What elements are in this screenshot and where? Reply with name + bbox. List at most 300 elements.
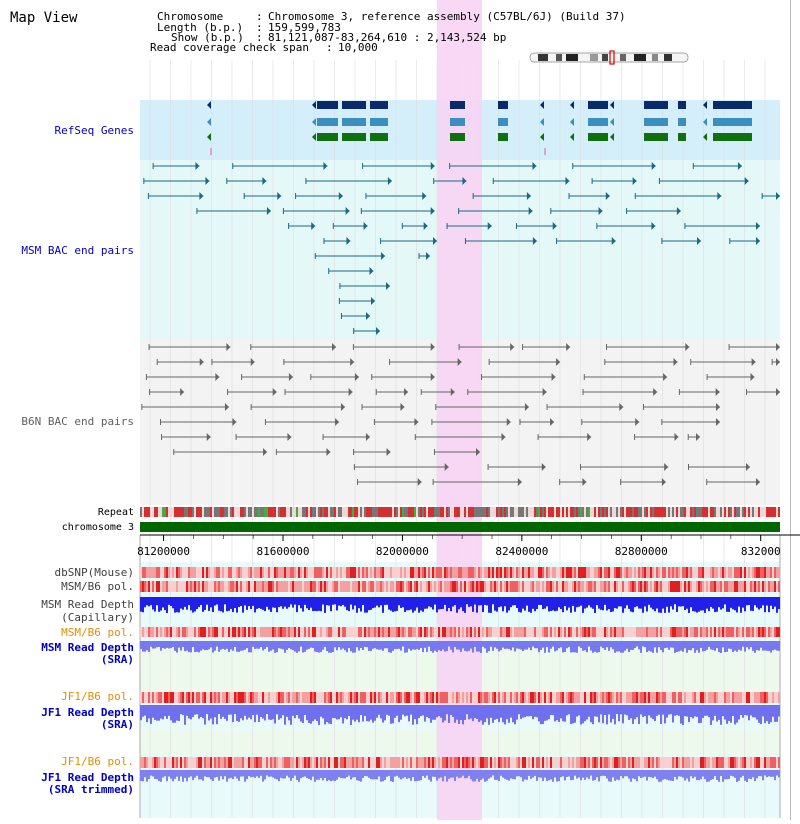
- jf1-b6-pol-cell: [508, 692, 510, 703]
- jf1-b6-pol-cell: [396, 692, 398, 703]
- dbsnp-density-cell: [454, 567, 456, 578]
- msm-b6-pol-cell: [684, 581, 686, 592]
- jf1-b6-pol-cell: [766, 692, 768, 703]
- jf1-b6-pol-trim-cell: [760, 757, 762, 768]
- dbsnp-density-cell: [176, 567, 178, 578]
- jf1-depth-trim-bar: [276, 770, 278, 779]
- msm-depth-sra-bar: [392, 641, 394, 651]
- msm-depth-capillary-bar: [296, 597, 298, 612]
- dbsnp-density-cell: [260, 567, 262, 578]
- msm-b6-pol-sra-cell: [342, 627, 344, 637]
- jf1-depth-sra-bar: [688, 705, 690, 722]
- jf1-b6-pol-trim-cell: [370, 757, 372, 768]
- track-label-jf1-read-depth-sub: (SRA): [100, 718, 134, 731]
- msm-depth-capillary-bar: [550, 597, 552, 611]
- jf1-b6-pol-trim-cell: [738, 757, 740, 768]
- dbsnp-density-cell: [340, 567, 342, 578]
- jf1-depth-trim-bar: [756, 770, 758, 778]
- msm-depth-sra-bar: [168, 641, 170, 649]
- repeat-element: [196, 507, 198, 517]
- repeat-element: [348, 507, 350, 517]
- msm-b6-pol-sra-cell: [308, 627, 310, 637]
- jf1-b6-pol-trim-cell: [226, 757, 228, 768]
- jf1-depth-sra-bar: [166, 705, 168, 719]
- jf1-depth-trim-bar: [562, 770, 564, 776]
- msm-b6-pol-sra-cell: [734, 627, 736, 637]
- dbsnp-density-cell: [384, 567, 386, 578]
- msm-depth-sra-bar: [762, 641, 764, 651]
- dbsnp-density-cell: [558, 567, 560, 578]
- dbsnp-density-cell: [672, 567, 674, 578]
- msm-b6-pol-sra-cell: [584, 627, 586, 637]
- dbsnp-density-cell: [246, 567, 248, 578]
- jf1-b6-pol-trim-cell: [640, 757, 642, 768]
- repeat-element: [338, 507, 340, 517]
- jf1-b6-pol-trim-cell: [180, 757, 182, 768]
- jf1-b6-pol-cell: [328, 692, 330, 703]
- msm-depth-sra-bar: [316, 641, 318, 652]
- jf1-b6-pol-cell: [596, 692, 598, 703]
- refseq-gene-exon: [342, 101, 366, 109]
- jf1-depth-sra-bar: [252, 705, 254, 715]
- dbsnp-density-cell: [248, 567, 250, 578]
- jf1-b6-pol-trim-cell: [768, 757, 770, 768]
- msm-b6-pol-cell: [156, 581, 158, 592]
- msm-depth-capillary-bar: [526, 597, 528, 606]
- jf1-depth-sra-bar: [674, 705, 676, 716]
- repeat-element: [258, 507, 260, 517]
- msm-depth-capillary-bar: [356, 597, 358, 613]
- dbsnp-density-cell: [490, 567, 492, 578]
- dbsnp-density-cell: [330, 567, 332, 578]
- msm-b6-pol-cell: [436, 581, 438, 592]
- jf1-b6-pol-trim-cell: [320, 757, 322, 768]
- dbsnp-density-cell: [544, 567, 546, 578]
- msm-depth-capillary-bar: [260, 597, 262, 609]
- dbsnp-density-cell: [230, 567, 232, 578]
- info-colon: :: [256, 10, 263, 23]
- repeat-element: [716, 507, 718, 517]
- jf1-b6-pol-cell: [332, 692, 334, 703]
- jf1-depth-sra-bar: [694, 705, 696, 716]
- msm-b6-pol-sra-cell: [228, 627, 230, 637]
- jf1-b6-pol-cell: [224, 692, 226, 703]
- msm-b6-pol-sra-cell: [314, 627, 316, 637]
- msm-depth-capillary-bar: [346, 597, 348, 610]
- jf1-b6-pol-cell: [380, 692, 382, 703]
- repeat-element: [364, 507, 366, 517]
- msm-depth-capillary-bar: [324, 597, 326, 613]
- repeat-element: [402, 507, 404, 517]
- msm-depth-sra-bar: [752, 641, 754, 651]
- msm-depth-capillary-bar: [432, 597, 434, 610]
- msm-depth-capillary-bar: [214, 597, 216, 606]
- jf1-b6-pol-cell: [594, 692, 596, 703]
- repeat-element: [346, 507, 348, 517]
- jf1-b6-pol-cell: [460, 692, 462, 703]
- dbsnp-density-cell: [334, 567, 336, 578]
- msm-b6-pol-sra-cell: [414, 627, 416, 637]
- msm-b6-pol-cell: [272, 581, 274, 592]
- msm-b6-pol-sra-cell: [212, 627, 214, 637]
- msm-b6-pol-cell: [232, 581, 234, 592]
- msm-depth-sra-bar: [152, 641, 154, 649]
- msm-b6-pol-cell: [554, 581, 556, 592]
- msm-b6-pol-cell: [470, 581, 472, 592]
- msm-b6-pol-cell: [246, 581, 248, 592]
- repeat-element: [590, 507, 592, 517]
- jf1-depth-trim-bar: [762, 770, 764, 780]
- jf1-depth-trim-bar: [700, 770, 702, 779]
- msm-b6-pol-cell: [200, 581, 202, 592]
- jf1-depth-sra-bar: [148, 705, 150, 718]
- msm-b6-pol-sra-cell: [462, 627, 464, 637]
- jf1-depth-sra-bar: [382, 705, 384, 723]
- dbsnp-density-cell: [166, 567, 168, 578]
- msm-depth-sra-bar: [732, 641, 734, 652]
- msm-b6-pol-cell: [178, 581, 180, 592]
- msm-b6-pol-cell: [682, 581, 684, 592]
- jf1-depth-trim-bar: [650, 770, 652, 777]
- msm-depth-capillary-bar: [274, 597, 276, 608]
- jf1-b6-pol-cell: [306, 692, 308, 703]
- msm-depth-capillary-bar: [736, 597, 738, 612]
- jf1-depth-sra-bar: [458, 705, 460, 724]
- msm-depth-capillary-bar: [690, 597, 692, 607]
- msm-b6-pol-cell: [572, 581, 574, 592]
- msm-b6-pol-cell: [532, 581, 534, 592]
- repeat-element: [748, 507, 750, 517]
- msm-depth-sra-bar: [352, 641, 354, 653]
- jf1-b6-pol-cell: [678, 692, 680, 703]
- msm-b6-pol-cell: [756, 581, 758, 592]
- dbsnp-density-cell: [300, 567, 302, 578]
- msm-depth-sra-bar: [164, 641, 166, 649]
- track-label-jf1-read-depth-trim-sub: (SRA trimmed): [47, 783, 134, 796]
- msm-depth-sra-bar: [258, 641, 260, 649]
- msm-depth-sra-bar: [236, 641, 238, 652]
- msm-b6-pol-cell: [328, 581, 330, 592]
- repeat-element: [758, 507, 760, 517]
- msm-depth-sra-bar: [404, 641, 406, 653]
- jf1-b6-pol-cell: [210, 692, 212, 703]
- jf1-b6-pol-cell: [488, 692, 490, 703]
- dbsnp-density-cell: [428, 567, 430, 578]
- jf1-depth-trim-bar: [542, 770, 544, 781]
- jf1-depth-sra-bar: [512, 705, 514, 722]
- msm-b6-pol-sra-cell: [380, 627, 382, 637]
- repeat-element: [172, 507, 174, 517]
- msm-b6-pol-sra-cell: [190, 627, 192, 637]
- jf1-b6-pol-cell: [738, 692, 740, 703]
- jf1-b6-pol-cell: [288, 692, 290, 703]
- dbsnp-density-cell: [422, 567, 424, 578]
- jf1-depth-sra-bar: [698, 705, 700, 723]
- msm-b6-pol-cell: [734, 581, 736, 592]
- jf1-b6-pol-trim-cell: [274, 757, 276, 768]
- msm-b6-pol-sra-cell: [404, 627, 406, 637]
- jf1-depth-sra-bar: [464, 705, 466, 720]
- msm-b6-pol-cell: [350, 581, 352, 592]
- msm-depth-capillary-bar: [298, 597, 300, 605]
- msm-depth-capillary-bar: [302, 597, 304, 612]
- repeat-element: [224, 507, 226, 517]
- repeat-element: [168, 507, 170, 517]
- jf1-b6-pol-cell: [536, 692, 538, 703]
- dbsnp-density-cell: [174, 567, 176, 578]
- jf1-depth-sra-bar: [632, 705, 634, 724]
- msm-depth-sra-bar: [600, 641, 602, 647]
- jf1-b6-pol-trim-cell: [636, 757, 638, 768]
- msm-b6-pol-cell: [190, 581, 192, 592]
- jf1-depth-sra-bar: [278, 705, 280, 720]
- msm-b6-pol-sra-cell: [304, 627, 306, 637]
- dbsnp-density-cell: [616, 567, 618, 578]
- msm-b6-pol-sra-cell: [778, 627, 780, 637]
- jf1-depth-sra-bar: [380, 705, 382, 719]
- refseq-gene-exon: [370, 133, 388, 141]
- jf1-b6-pol-cell: [426, 692, 428, 703]
- msm-b6-pol-cell: [326, 581, 328, 592]
- msm-b6-pol-cell: [594, 581, 596, 592]
- msm-depth-sra-bar: [456, 641, 458, 649]
- dbsnp-density-cell: [168, 567, 170, 578]
- jf1-depth-trim-bar: [326, 770, 328, 781]
- jf1-depth-sra-bar: [390, 705, 392, 724]
- msm-b6-pol-cell: [338, 581, 340, 592]
- jf1-depth-sra-bar: [644, 705, 646, 716]
- repeat-element: [410, 507, 412, 517]
- msm-b6-pol-cell: [752, 581, 754, 592]
- jf1-depth-sra-bar: [476, 705, 478, 719]
- track-label-msm-read-depth-sub: (Capillary): [61, 611, 134, 624]
- msm-depth-sra-bar: [330, 641, 332, 653]
- msm-depth-capillary-bar: [450, 597, 452, 611]
- msm-depth-capillary-bar: [692, 597, 694, 611]
- dbsnp-density-cell: [662, 567, 664, 578]
- jf1-depth-sra-bar: [594, 705, 596, 716]
- msm-b6-pol-sra-cell: [202, 627, 204, 637]
- jf1-b6-pol-cell: [220, 692, 222, 703]
- msm-depth-capillary-bar: [354, 597, 356, 606]
- msm-b6-pol-cell: [206, 581, 208, 592]
- msm-depth-capillary-bar: [416, 597, 418, 607]
- jf1-b6-pol-trim-cell: [634, 757, 636, 768]
- jf1-b6-pol-trim-cell: [530, 757, 532, 768]
- repeat-element: [746, 507, 748, 517]
- msm-b6-pol-sra-cell: [644, 627, 646, 637]
- jf1-b6-pol-cell: [372, 692, 374, 703]
- msm-depth-sra-bar: [466, 641, 468, 651]
- msm-b6-pol-sra-cell: [382, 627, 384, 637]
- msm-depth-capillary-bar: [452, 597, 454, 607]
- jf1-depth-trim-bar: [356, 770, 358, 780]
- jf1-depth-trim-bar: [338, 770, 340, 777]
- msm-b6-pol-cell: [380, 581, 382, 592]
- msm-b6-pol-cell: [522, 581, 524, 592]
- jf1-depth-trim-bar: [378, 770, 380, 777]
- jf1-depth-trim-bar: [382, 770, 384, 781]
- msm-b6-pol-sra-cell: [358, 627, 360, 637]
- msm-depth-sra-bar: [182, 641, 184, 647]
- msm-b6-pol-sra-cell: [278, 627, 280, 637]
- msm-depth-capillary-bar: [266, 597, 268, 607]
- jf1-b6-pol-cell: [640, 692, 642, 703]
- msm-b6-pol-sra-cell: [490, 627, 492, 637]
- track-label-dbsnp: dbSNP(Mouse): [54, 566, 134, 579]
- msm-b6-pol-sra-cell: [248, 627, 250, 637]
- jf1-b6-pol-trim-cell: [360, 757, 362, 768]
- jf1-depth-trim-bar: [486, 770, 488, 781]
- jf1-depth-trim-bar: [564, 770, 566, 780]
- repeat-element: [494, 507, 496, 517]
- msm-depth-capillary-bar: [352, 597, 354, 609]
- msm-b6-pol-sra-cell: [684, 627, 686, 637]
- jf1-depth-trim-bar: [470, 770, 472, 779]
- msm-depth-capillary-bar: [246, 597, 248, 610]
- jf1-depth-trim-bar: [426, 770, 428, 776]
- msm-depth-sra-bar: [692, 641, 694, 648]
- jf1-b6-pol-cell: [472, 692, 474, 703]
- jf1-b6-pol-trim-cell: [262, 757, 264, 768]
- msm-b6-pol-cell: [524, 581, 526, 592]
- msm-depth-sra-bar: [618, 641, 620, 651]
- dbsnp-density-cell: [690, 567, 692, 578]
- msm-b6-pol-cell: [736, 581, 738, 592]
- jf1-b6-pol-cell: [584, 692, 586, 703]
- jf1-depth-sra-bar: [416, 705, 418, 724]
- jf1-depth-trim-bar: [402, 770, 404, 778]
- msm-depth-sra-bar: [244, 641, 246, 650]
- jf1-b6-pol-cell: [742, 692, 744, 703]
- jf1-depth-trim-bar: [740, 770, 742, 777]
- msm-depth-sra-bar: [514, 641, 516, 651]
- dbsnp-density-cell: [204, 567, 206, 578]
- dbsnp-density-cell: [706, 567, 708, 578]
- jf1-b6-pol-trim-cell: [266, 757, 268, 768]
- jf1-depth-sra-bar: [330, 705, 332, 724]
- jf1-b6-pol-cell: [630, 692, 632, 703]
- jf1-depth-sra-bar: [502, 705, 504, 722]
- repeat-element: [214, 507, 216, 517]
- msm-b6-pol-cell: [726, 581, 728, 592]
- msm-depth-sra-bar: [402, 641, 404, 647]
- jf1-depth-trim-bar: [428, 770, 430, 780]
- dbsnp-density-cell: [456, 567, 458, 578]
- jf1-depth-sra-bar: [772, 705, 774, 717]
- dbsnp-density-cell: [282, 567, 284, 578]
- jf1-b6-pol-cell: [598, 692, 600, 703]
- repeat-element: [306, 507, 308, 517]
- msm-depth-capillary-bar: [390, 597, 392, 611]
- jf1-depth-trim-bar: [444, 770, 446, 776]
- msm-b6-pol-sra-cell: [178, 627, 180, 637]
- dbsnp-density-cell: [366, 567, 368, 578]
- msm-depth-sra-bar: [750, 641, 752, 647]
- msm-b6-pol-cell: [694, 581, 696, 592]
- jf1-b6-pol-cell: [176, 692, 178, 703]
- jf1-depth-trim-bar: [182, 770, 184, 782]
- msm-b6-pol-sra-cell: [688, 627, 690, 637]
- jf1-depth-trim-bar: [308, 770, 310, 779]
- jf1-depth-trim-bar: [620, 770, 622, 776]
- repeat-element: [686, 507, 688, 517]
- repeat-element: [654, 507, 656, 517]
- jf1-depth-trim-bar: [170, 770, 172, 779]
- msm-depth-sra-bar: [620, 641, 622, 653]
- msm-b6-pol-sra-cell: [288, 627, 290, 637]
- msm-b6-pol-cell: [304, 581, 306, 592]
- dbsnp-density-cell: [306, 567, 308, 578]
- jf1-depth-sra-bar: [466, 705, 468, 714]
- msm-depth-capillary-bar: [366, 597, 368, 613]
- msm-depth-sra-bar: [746, 641, 748, 647]
- repeat-element: [294, 507, 296, 517]
- jf1-depth-sra-bar: [600, 705, 602, 714]
- repeat-element: [310, 507, 312, 517]
- jf1-b6-pol-trim-cell: [508, 757, 510, 768]
- jf1-b6-pol-cell: [606, 692, 608, 703]
- jf1-depth-trim-bar: [722, 770, 724, 782]
- msm-depth-capillary-bar: [506, 597, 508, 613]
- jf1-depth-sra-bar: [778, 705, 780, 716]
- jf1-depth-trim-bar: [342, 770, 344, 778]
- repeat-element: [520, 507, 522, 517]
- dbsnp-density-cell: [250, 567, 252, 578]
- msm-b6-pol-cell: [406, 581, 408, 592]
- msm-b6-pol-sra-cell: [640, 627, 642, 637]
- msm-b6-pol-cell: [372, 581, 374, 592]
- refseq-gene-exon: [713, 118, 752, 126]
- chromosome-ideogram[interactable]: [530, 51, 688, 64]
- jf1-depth-trim-bar: [770, 770, 772, 777]
- msm-depth-capillary-bar: [172, 597, 174, 608]
- jf1-b6-pol-trim-cell: [720, 757, 722, 768]
- repeat-element: [650, 507, 652, 517]
- msm-b6-pol-sra-cell: [764, 627, 766, 637]
- dbsnp-density-cell: [154, 567, 156, 578]
- jf1-depth-trim-bar: [278, 770, 280, 781]
- jf1-depth-trim-bar: [140, 770, 142, 781]
- msm-b6-pol-sra-cell: [698, 627, 700, 637]
- jf1-b6-pol-cell: [390, 692, 392, 703]
- dbsnp-density-cell: [146, 567, 148, 578]
- jf1-depth-trim-bar: [292, 770, 294, 778]
- repeat-element: [680, 507, 682, 517]
- jf1-b6-pol-cell: [656, 692, 658, 703]
- msm-depth-capillary-bar: [770, 597, 772, 606]
- dbsnp-density-cell: [754, 567, 756, 578]
- refseq-gene-exon: [450, 133, 465, 141]
- repeat-element: [638, 507, 640, 517]
- msm-depth-sra-bar: [546, 641, 548, 647]
- jf1-depth-sra-bar: [494, 705, 496, 720]
- jf1-b6-pol-cell: [272, 692, 274, 703]
- jf1-b6-pol-trim-cell: [142, 757, 144, 768]
- jf1-depth-sra-bar: [326, 705, 328, 722]
- msm-depth-capillary-bar: [746, 597, 748, 605]
- msm-b6-pol-cell: [434, 581, 436, 592]
- jf1-b6-pol-cell: [616, 692, 618, 703]
- msm-depth-sra-bar: [180, 641, 182, 651]
- dbsnp-density-cell: [284, 567, 286, 578]
- msm-b6-pol-sra-cell: [240, 627, 242, 637]
- jf1-b6-pol-trim-cell: [580, 757, 582, 768]
- repeat-element: [562, 507, 564, 517]
- msm-depth-sra-bar: [410, 641, 412, 651]
- dbsnp-density-cell: [694, 567, 696, 578]
- jf1-b6-pol-trim-cell: [628, 757, 630, 768]
